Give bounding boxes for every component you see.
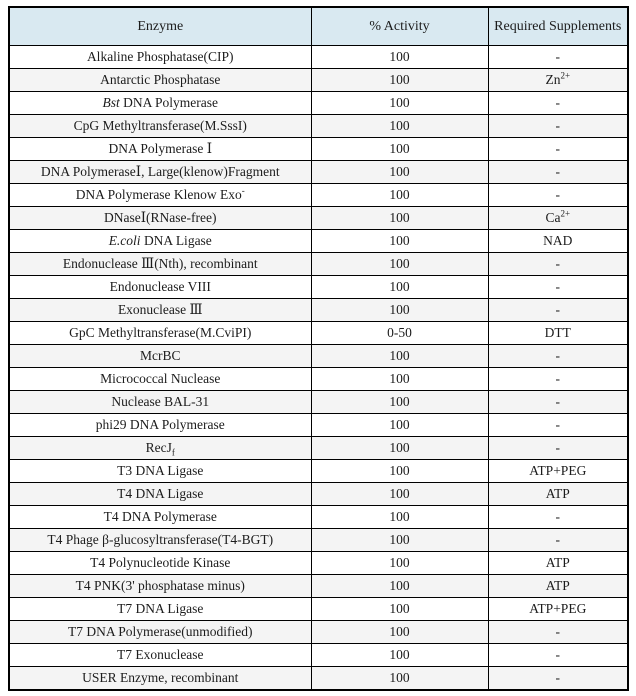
enzyme-activity-table: [8, 6, 629, 691]
activity-cell: 100: [311, 414, 488, 437]
activity-cell: 100: [311, 460, 488, 483]
supplement-cell: -: [488, 644, 628, 667]
enzyme-cell: RecJ$_f$: [9, 437, 311, 460]
activity-cell: 100: [311, 667, 488, 691]
activity-cell: 100: [311, 46, 488, 69]
enzyme-cell: GpC Methyltransferase(M.CviPI): [9, 322, 311, 345]
table-row: [9, 207, 628, 230]
table-row: [9, 138, 628, 161]
enzyme-activity-table-container: [8, 6, 627, 691]
enzyme-cell: McrBC: [9, 345, 311, 368]
enzyme-cell: T3 DNA Ligase: [9, 460, 311, 483]
table-row: [9, 575, 628, 598]
activity-cell: 100: [311, 161, 488, 184]
table-row: [9, 322, 628, 345]
enzyme-cell: T7 DNA Polymerase(unmodified): [9, 621, 311, 644]
table-row: [9, 598, 628, 621]
activity-cell: 100: [311, 506, 488, 529]
supplement-cell: $Ca^{2+}$: [488, 207, 628, 230]
supplement-cell: -: [488, 92, 628, 115]
enzyme-cell: T4 PNK(3' phosphatase minus): [9, 575, 311, 598]
supplement-cell: -: [488, 368, 628, 391]
activity-cell: 100: [311, 621, 488, 644]
enzyme-cell: T4 Phage β-glucosyltransferase(T4-BGT): [9, 529, 311, 552]
enzyme-cell: Alkaline Phosphatase(CIP): [9, 46, 311, 69]
activity-cell: 100: [311, 575, 488, 598]
supplement-cell: -: [488, 276, 628, 299]
activity-cell: 100: [311, 529, 488, 552]
table-row: [9, 253, 628, 276]
table-row: [9, 437, 628, 460]
activity-cell: 100: [311, 115, 488, 138]
supplement-cell: -: [488, 414, 628, 437]
enzyme-cell: Exonuclease Ⅲ: [9, 299, 311, 322]
supplement-cell: -: [488, 529, 628, 552]
enzyme-cell: Micrococcal Nuclease: [9, 368, 311, 391]
enzyme-cell: Endonuclease VIII: [9, 276, 311, 299]
table-row: [9, 69, 628, 92]
table-row: [9, 414, 628, 437]
supplement-cell: DTT: [488, 322, 628, 345]
table-row: [9, 460, 628, 483]
table-row: [9, 483, 628, 506]
supplement-cell: ATP+PEG: [488, 598, 628, 621]
enzyme-cell: DNA Polymerase Klenow Exo-: [9, 184, 311, 207]
activity-cell: 100: [311, 92, 488, 115]
enzyme-cell: Bst DNA Polymerase: [9, 92, 311, 115]
supplement-cell: NAD: [488, 230, 628, 253]
activity-cell: 100: [311, 253, 488, 276]
supplement-cell: -: [488, 667, 628, 691]
table-row: [9, 391, 628, 414]
supplement-cell: ATP+PEG: [488, 460, 628, 483]
activity-cell: 100: [311, 207, 488, 230]
activity-cell: 100: [311, 138, 488, 161]
table-row: [9, 92, 628, 115]
enzyme-cell: DNA PolymeraseⅠ, Large(klenow)Fragment: [9, 161, 311, 184]
enzyme-table-body: [9, 46, 628, 691]
supplement-cell: ATP: [488, 552, 628, 575]
activity-cell: 100: [311, 552, 488, 575]
table-row: [9, 184, 628, 207]
enzyme-cell: phi29 DNA Polymerase: [9, 414, 311, 437]
table-row: [9, 161, 628, 184]
table-row: [9, 345, 628, 368]
supplement-cell: -: [488, 621, 628, 644]
table-row: [9, 368, 628, 391]
supplement-cell: -: [488, 437, 628, 460]
table-row: [9, 644, 628, 667]
supplement-cell: $Zn^{2+}$: [488, 69, 628, 92]
supplement-cell: -: [488, 299, 628, 322]
activity-cell: 100: [311, 299, 488, 322]
activity-cell: 100: [311, 368, 488, 391]
activity-cell: 100: [311, 598, 488, 621]
table-row: [9, 276, 628, 299]
activity-cell: 100: [311, 184, 488, 207]
enzyme-cell: DNA Polymerase Ⅰ: [9, 138, 311, 161]
table-row: [9, 230, 628, 253]
activity-cell: 100: [311, 276, 488, 299]
enzyme-cell: DNaseⅠ(RNase-free): [9, 207, 311, 230]
supplement-cell: -: [488, 46, 628, 69]
table-row: [9, 552, 628, 575]
supplement-cell: -: [488, 506, 628, 529]
table-row: [9, 621, 628, 644]
supplement-cell: -: [488, 391, 628, 414]
header-row: [9, 7, 628, 46]
enzyme-cell: T7 DNA Ligase: [9, 598, 311, 621]
supplement-cell: -: [488, 253, 628, 276]
supplement-cell: ATP: [488, 483, 628, 506]
column-header-required-supplements: Required Supplements: [488, 7, 628, 46]
supplement-cell: -: [488, 184, 628, 207]
table-row: [9, 529, 628, 552]
activity-cell: 0-50: [311, 322, 488, 345]
enzyme-cell: CpG Methyltransferase(M.SssI): [9, 115, 311, 138]
table-header: [9, 7, 628, 46]
activity-cell: 100: [311, 644, 488, 667]
enzyme-cell: E.coli DNA Ligase: [9, 230, 311, 253]
table-row: [9, 667, 628, 691]
enzyme-cell: Endonuclease Ⅲ(Nth), recombinant: [9, 253, 311, 276]
column-header-activity: % Activity: [311, 7, 488, 46]
enzyme-cell: USER Enzyme, recombinant: [9, 667, 311, 691]
table-row: [9, 46, 628, 69]
supplement-cell: ATP: [488, 575, 628, 598]
supplement-cell: -: [488, 161, 628, 184]
table-row: [9, 299, 628, 322]
activity-cell: 100: [311, 483, 488, 506]
table-row: [9, 506, 628, 529]
enzyme-cell: T4 Polynucleotide Kinase: [9, 552, 311, 575]
supplement-cell: -: [488, 345, 628, 368]
activity-cell: 100: [311, 437, 488, 460]
activity-cell: 100: [311, 345, 488, 368]
supplement-cell: -: [488, 115, 628, 138]
enzyme-cell: T7 Exonuclease: [9, 644, 311, 667]
enzyme-cell: Antarctic Phosphatase: [9, 69, 311, 92]
activity-cell: 100: [311, 69, 488, 92]
activity-cell: 100: [311, 391, 488, 414]
activity-cell: 100: [311, 230, 488, 253]
enzyme-cell: T4 DNA Polymerase: [9, 506, 311, 529]
enzyme-cell: T4 DNA Ligase: [9, 483, 311, 506]
column-header-enzyme: Enzyme: [9, 7, 311, 46]
supplement-cell: -: [488, 138, 628, 161]
table-row: [9, 115, 628, 138]
enzyme-cell: Nuclease BAL-31: [9, 391, 311, 414]
